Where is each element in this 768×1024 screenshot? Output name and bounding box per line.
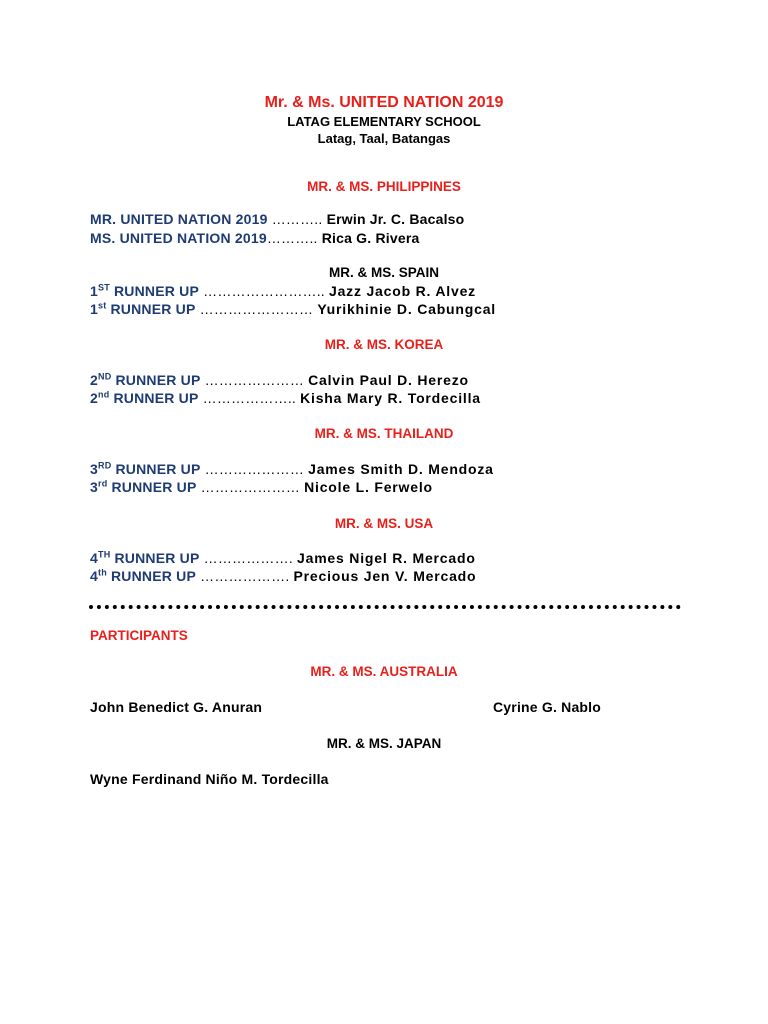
page-title: Mr. & Ms. UNITED NATION 2019 [264,94,504,111]
section-heading-philippines: MR. & MS. PHILIPPINES [307,179,461,194]
row-dots: ……….. [267,211,327,227]
school-name: LATAG ELEMENTARY SCHOOL [287,114,481,129]
row-dots: ……………….. [198,390,301,406]
row-dots: …………………….. [199,283,329,299]
row-name: James Smith D. Mendoza [308,461,494,477]
participant-name: Cyrine G. Nablo [493,699,602,715]
row-name: Nicole L. Ferwelo [304,479,433,495]
row-name: Rica G. Rivera [321,230,420,246]
row-dots: ……….. [266,230,322,246]
row-rank: 4TH RUNNER UP [90,549,200,566]
row-rank: 2nd RUNNER UP [90,389,199,406]
row-rank: 3RD RUNNER UP [90,460,201,477]
school-address: Latag, Taal, Batangas [317,131,451,146]
row-name: Erwin Jr. C. Bacalso [326,211,465,227]
row-dots: ………………… [200,372,309,388]
row-dots: ………………. [199,550,298,566]
runner-up-row [90,283,476,299]
runner-up-row [90,301,496,317]
runner-up-row [90,461,494,477]
runner-up-row [90,390,481,406]
row-rank: 3rd RUNNER UP [90,478,197,495]
row-label: MS. UNITED NATION 2019 [90,230,267,246]
section-heading-thailand: MR. & MS. THAILAND [314,426,454,441]
row-dots: ………………. [196,568,294,584]
runner-up-row [90,568,476,584]
runner-up-row [90,372,469,388]
winner-row-ms [90,230,419,246]
section-heading-australia: MR. & MS. AUSTRALIA [310,664,458,679]
row-dots: ………………… [196,479,305,495]
row-rank: 1st RUNNER UP [90,300,196,317]
row-label: MR. UNITED NATION 2019 [90,211,268,227]
row-dots: ………………… [200,461,309,477]
row-rank: 1ST RUNNER UP [90,282,200,299]
dotted-divider [89,605,681,609]
participants-heading: PARTICIPANTS [90,628,188,643]
row-name: Calvin Paul D. Herezo [308,372,469,388]
section-heading-usa: MR. & MS. USA [334,516,434,531]
participant-name: John Benedict G. Anuran [90,699,263,715]
section-heading-japan: MR. & MS. JAPAN [326,736,442,751]
runner-up-row [90,550,476,566]
participant-name: Wyne Ferdinand Niño M. Tordecilla [90,771,329,787]
runner-up-row [90,479,433,495]
row-dots: …………………… [195,301,318,317]
row-name: Precious Jen V. Mercado [293,568,477,584]
row-name: James Nigel R. Mercado [297,550,476,566]
row-rank: 4th RUNNER UP [90,567,197,584]
row-rank: 2ND RUNNER UP [90,371,201,388]
row-name: Kisha Mary R. Tordecilla [300,390,481,406]
section-heading-spain: MR. & MS. SPAIN [328,265,439,280]
row-name: Yurikhinie D. Cabungcal [317,301,496,317]
row-name: Jazz Jacob R. Alvez [329,283,476,299]
section-heading-korea: MR. & MS. KOREA [324,337,444,352]
winner-row-mr [90,211,464,227]
